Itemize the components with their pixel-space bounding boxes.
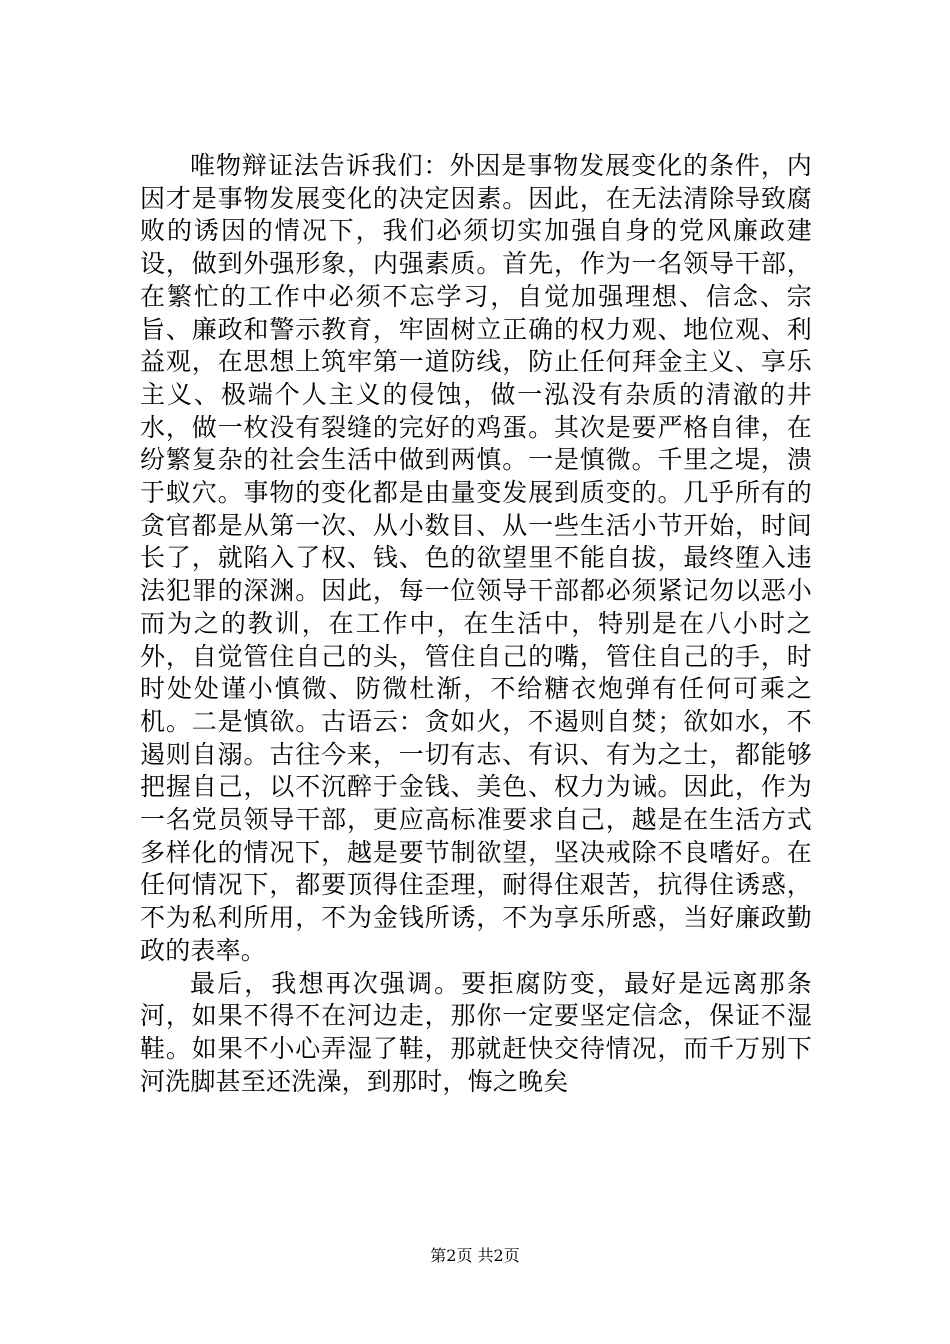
paragraph-1: 唯物辩证法告诉我们：外因是事物发展变化的条件，内因才是事物发展变化的决定因素。因此，在无法清除导致腐败的诱因的情况下，我们必须切实加强自身的党风廉政建设，做到外强形象，内强素质。首先，作为一名领导干部，在繁忙的工作中必须不忘学习，自觉加强理想、信念、宗旨、廉政和警示教育，牢固树立正确的权力观、地位观、利益观，在思想上筑牢第一道防线，防止任何拜金主义、享乐主义、极端个人主义的侵蚀，做一泓没有杂质的清澈的井水，做一枚没有裂缝的完好的鸡蛋。其次是要严格自律，在纷繁复杂的社会生活中做到两慎。一是慎微。千里之堤，溃于蚁穴。事物的变化都是由量变发展到质变的。几乎所有的贪官都是从第一次、从小数目、从一些生活小节开始，时间长了，就陷入了权、钱、色的欲望里不能自拔，最终堕入违法犯罪的深渊。因此，每一位领导干部都必须紧记勿以恶小而为之的教训，在工作中，在生活中，特别是在八小时之外，自觉管住自己的头，管住自己的嘴，管住自己的手，时时处处谨小慎微、防微杜渐，不给糖衣炮弹有任何可乘之机。二是慎欲。古语云：贪如火，不遏则自焚；欲如水，不遏则自溺。古往今来，一切有志、有识、有为之士，都能够把握自己，以不沉醉于金钱、美色、权力为诫。因此，作为一名党员领导干部，更应高标准要求自己，越是在生活方式多样化的情况下，越是要节制欲望，坚决戒除不良嗜好。在任何情况下，都要顶得住歪理，耐得住艰苦，抗得住诱惑，不为私利所用，不为金钱所诱，不为享乐所惑，当好廉政勤政的表率。 <box>140 151 812 965</box>
page-number: 第2页 共2页 <box>430 1246 520 1265</box>
page-footer <box>0 1243 950 1266</box>
paragraph-2: 最后，我想再次强调。要拒腐防变，最好是远离那条河，如果不得不在河边走，那你一定要坚定信念，保证不湿鞋。如果不小心弄湿了鞋，那就赶快交待情况，而千万别下河洗脚甚至还洗澡，到那时，悔之晚矣 <box>140 968 812 1096</box>
document-body <box>140 150 812 1098</box>
